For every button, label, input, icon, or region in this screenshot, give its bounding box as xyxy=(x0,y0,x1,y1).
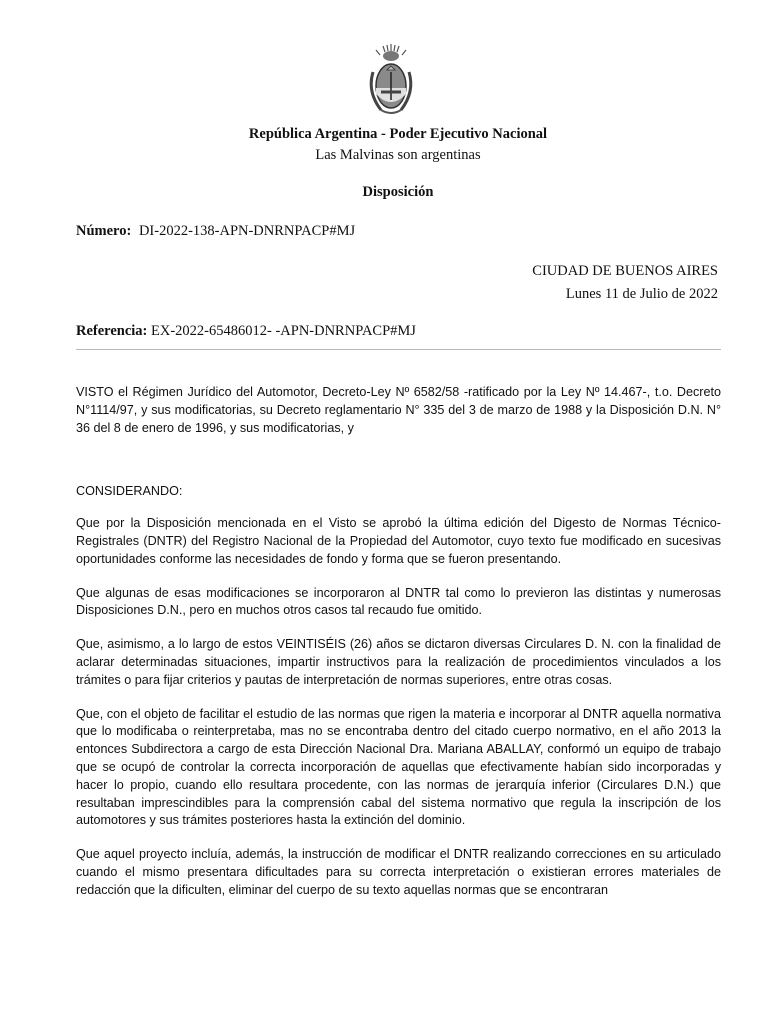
body-paragraph: Que, con el objeto de facilitar el estudio de las normas que rigen la materia e incorporar al DNTR aquella normativa que lo modificaba o reinterpretaba, mas no se encontraba dentro del citado cuerpo normativo, en el año 2013 la entonces Subdirectora a cargo de esta Dirección Nacional Dra. Mariana ABALLAY, conformó un equipo de trabajo que se ocupó de controlar la correcta incorporación de aquellas que efectivamente habían sido incorporadas y hacer lo propio, cuando ello resultara procedente, con las normas de jerarquía inferior (Circulares D.N.) que resultaban imprescindibles para la comprensión cabal del sistema normativo que regula la inscripción de los automotores y sus trámites posteriores hasta la extinción del dominio. xyxy=(76,706,721,828)
considerando-heading: CONSIDERANDO: xyxy=(76,484,183,499)
document-body xyxy=(76,384,721,916)
numero-label: Número: xyxy=(76,223,132,239)
body-paragraph: Que aquel proyecto incluía, además, la instrucción de modificar el DNTR realizando correcciones en su articulado cuando el mismo presentara dificultades para su correcta interpretación o existieran errores materiales de redacción que la dificulten, eliminar del cuerpo de su texto aquellas normas que se encontraran xyxy=(76,847,721,897)
referencia-value: EX-2022-65486012- -APN-DNRNPACP#MJ xyxy=(151,323,416,339)
city: CIUDAD DE BUENOS AIRES xyxy=(532,263,718,279)
date: Lunes 11 de Julio de 2022 xyxy=(565,286,718,302)
numero-value: DI-2022-138-APN-DNRNPACP#MJ xyxy=(138,223,356,239)
referencia-label: Referencia: xyxy=(76,323,148,339)
body-paragraph: Que por la Disposición mencionada en el Visto se aprobó la última edición del Digesto de Normas Técnico-Registrales (DNTR) del Registro Nacional de la Propiedad del Automotor, cuyo texto fue modificado en sucesivas oportunidades conforme las necesidades de fondo y forma que se fueron presentando. xyxy=(76,516,721,566)
body-paragraph: Que, asimismo, a lo largo de estos VEINTISÉIS (26) años se dictaron diversas Circulares D. N. con la finalidad de aclarar determinadas situaciones, impartir instructivos para la realización de procedimientos vinculados a los trámites o para fijar criterios y pautas de interpretación de normas superiores, entre otras cosas. xyxy=(76,637,721,687)
header-subtitle: Las Malvinas son argentinas xyxy=(315,147,481,163)
visto-paragraph: VISTO el Régimen Jurídico del Automotor, Decreto-Ley Nº 6582/58 -ratificado por la Ley Nº 14.467-, t.o. Decreto N°1114/97, y sus modificatorias, su Decreto reglamentario N° 335 del 3 de marzo de 1988 y la Disposición D.N. N° 36 del 8 de enero de 1996, y sus modificatorias, y xyxy=(76,385,721,435)
body-paragraph: Que algunas de esas modificaciones se incorporaron al DNTR tal como lo previeron las distintas y numerosas Disposiciones D.N., pero en muchos otros casos tal recaudo fue omitido. xyxy=(76,585,721,618)
header-title: República Argentina - Poder Ejecutivo Nacional xyxy=(248,126,548,142)
document-type: Disposición xyxy=(362,184,434,200)
numero-line xyxy=(76,223,355,240)
divider xyxy=(76,349,721,350)
referencia-line xyxy=(76,323,416,340)
coat-of-arms-argentina-icon xyxy=(363,42,419,118)
